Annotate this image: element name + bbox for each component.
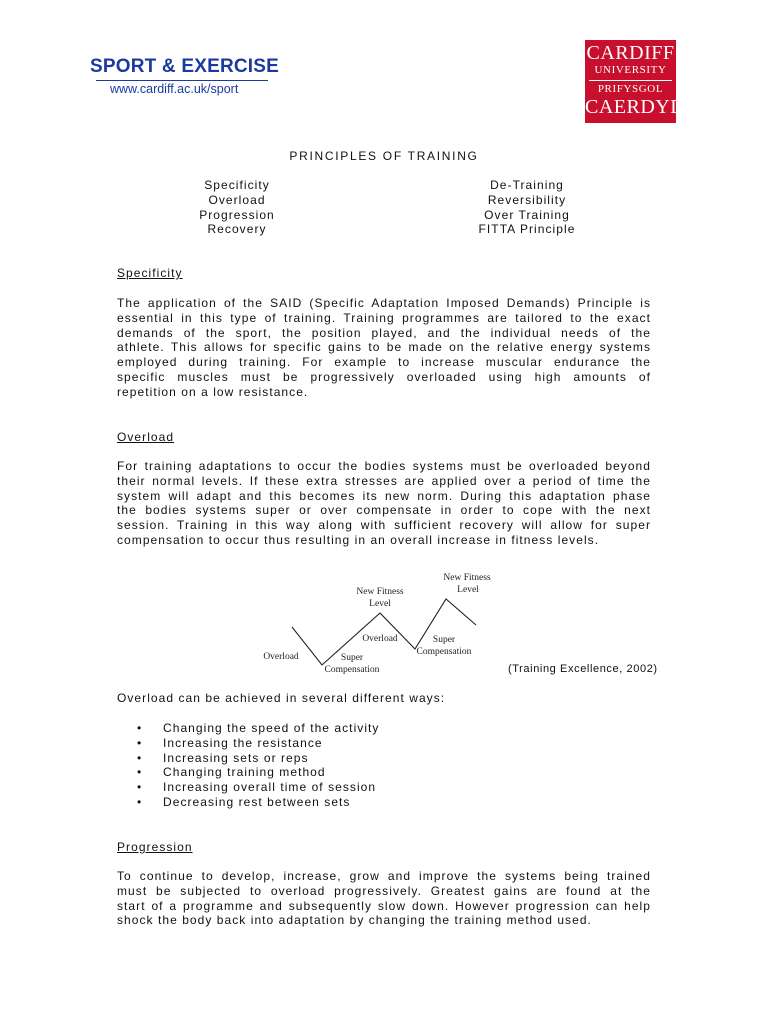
contents-item: Specificity [204, 178, 270, 192]
paragraph-line: For training adaptations to occur the bodies systems must be overloaded beyond [117, 459, 651, 473]
list-item-text: Decreasing rest between sets [163, 794, 351, 809]
contents-item: Over Training [484, 207, 570, 222]
paragraph-line: their normal levels. If these extra stresses are applied over a period of time the [117, 473, 651, 488]
progression-paragraph [117, 869, 651, 928]
list-item-text: Changing the speed of the activity [163, 721, 380, 735]
paragraph-line: repetition on a low resistance. [117, 384, 309, 399]
label-level-1: Level [369, 599, 391, 609]
overload-methods-list [137, 721, 380, 810]
paragraph-line: specific muscles must be progressively overloaded using high amounts of [117, 369, 651, 384]
logo-line-3: PRIFYSGOL [597, 83, 664, 95]
brand-divider [96, 80, 268, 81]
paragraph-line: employed during training. For example to increase muscular endurance the [117, 355, 651, 370]
list-item [137, 721, 380, 736]
contents-list-left [117, 178, 357, 237]
logo-line-2: UNIVERSITY [594, 64, 667, 76]
paragraph-line: must be subjected to overload progressively. Greatest gains are found at the [117, 883, 651, 898]
logo-line-4: CAERDYDD [585, 96, 701, 118]
brand-title: SPORT & EXERCISE [90, 56, 280, 77]
paragraph-line: system will adapt and this becomes its new norm. During this adaptation phase [117, 488, 651, 503]
paragraph-line: session. Training in this way along with sufficient recovery will allow for super [117, 518, 651, 533]
list-item-text: Changing training method [163, 765, 326, 780]
label-level-2: Level [457, 585, 479, 595]
contents-item: De-Training [490, 178, 564, 192]
bullet-icon: • [137, 735, 143, 750]
paragraph-line: To continue to develop, increase, grow and improve the systems being trained [117, 869, 651, 883]
list-item [137, 765, 380, 780]
paragraph-line: The application of the SAID (Specific Adaptation Imposed Demands) Principle is [117, 296, 651, 310]
contents-item: Progression [199, 207, 275, 222]
brand-url-link[interactable]: www.cardiff.ac.uk/sport [110, 82, 239, 96]
section-heading-overload: Overload [117, 430, 175, 444]
list-item-text: Increasing overall time of session [163, 780, 377, 795]
bullet-icon: • [137, 780, 143, 795]
list-item [137, 795, 380, 810]
label-overload-1: Overload [263, 652, 299, 662]
contents-item: Recovery [207, 222, 267, 237]
contents-item: Overload [208, 192, 266, 207]
list-item-text: Increasing the resistance [163, 735, 323, 750]
paragraph-line: compensation to occur thus resulting in an overall increase in fitness levels. [117, 532, 600, 547]
contents-list-right [407, 178, 647, 237]
overload-paragraph [117, 459, 651, 548]
list-item [137, 780, 380, 795]
bullet-icon: • [137, 794, 143, 809]
list-item [137, 736, 380, 751]
bullet-icon: • [137, 750, 143, 765]
bullet-icon: • [137, 721, 143, 735]
specificity-paragraph [117, 296, 651, 400]
bullet-icon: • [137, 765, 143, 780]
paragraph-line: athlete. This allows for specific gains to be made on the relative energy systems [117, 340, 651, 355]
document-title: PRINCIPLES OF TRAINING [289, 149, 479, 163]
section-heading-specificity: Specificity [117, 266, 183, 280]
section-heading-progression: Progression [117, 840, 193, 854]
paragraph-line: essential in this type of training. Training programmes are tailored to the exact [117, 310, 651, 325]
list-item [137, 751, 380, 766]
cardiff-university-logo [585, 40, 701, 123]
label-super-1: Super [340, 653, 364, 663]
label-compensation-1: Compensation [324, 665, 380, 675]
logo-line-1: CARDIFF [586, 42, 675, 64]
label-overload-2: Overload [362, 634, 398, 644]
label-new-fitness-1: New Fitness [356, 587, 404, 597]
overload-methods-intro: Overload can be achieved in several different ways: [117, 691, 446, 705]
label-new-fitness-2: New Fitness [443, 573, 491, 583]
list-item-text: Increasing sets or reps [163, 750, 309, 765]
paragraph-line: start of a programme and subsequently slow down. However progression can help [117, 898, 651, 913]
paragraph-line: demands of the sport, the position played, and the individual needs of the [117, 325, 651, 340]
contents-item: FITTA Principle [478, 222, 576, 237]
logo-divider [589, 80, 672, 81]
paragraph-line: shock the body back into adaptation by changing the training method used. [117, 913, 592, 928]
paragraph-line: the bodies systems super or over compensate in order to cope with the next [117, 503, 651, 518]
contents-item: Reversibility [487, 192, 567, 207]
label-super-2: Super [432, 635, 456, 645]
label-compensation-2: Compensation [416, 647, 472, 657]
diagram-citation: (Training Excellence, 2002) [508, 663, 658, 675]
